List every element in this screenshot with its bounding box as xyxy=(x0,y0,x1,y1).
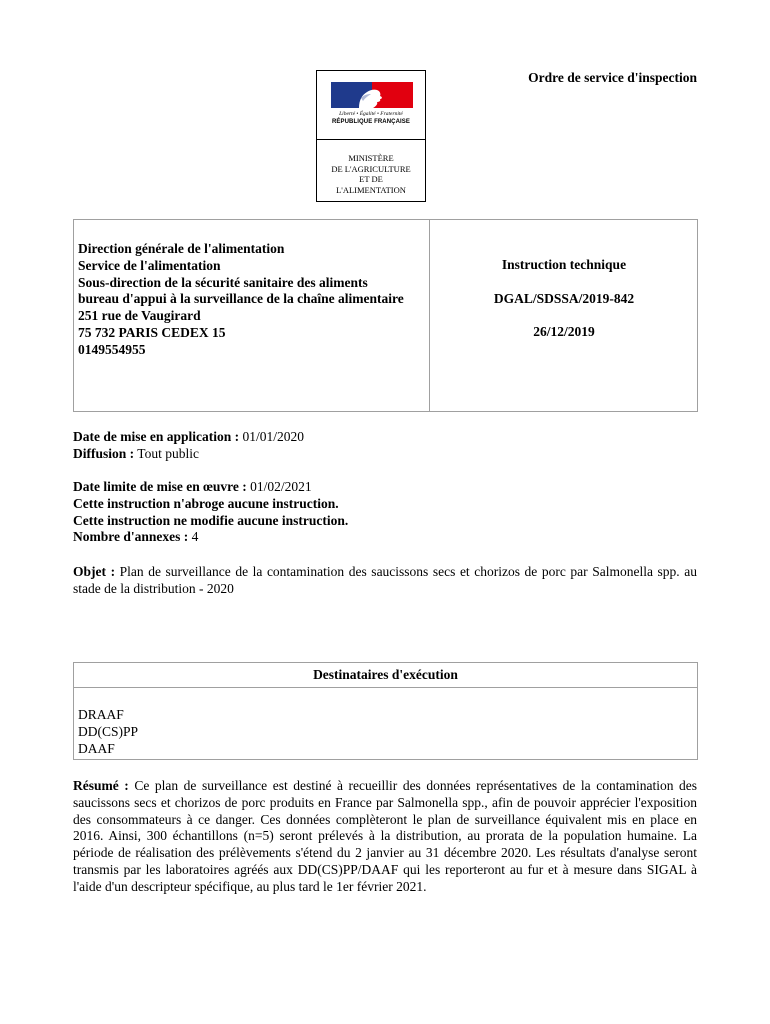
destinataires-table xyxy=(73,662,698,760)
meta-application xyxy=(73,429,698,463)
objet-text: Plan de surveillance de la contamination des saucissons secs et chorizos de porc par Salmonella spp. au stade de la distribution - 2020 xyxy=(73,564,697,596)
sender-line: Sous-direction de la sécurité sanitaire des aliments xyxy=(78,274,368,290)
annexes-value: 4 xyxy=(191,529,199,545)
republique-francaise-block xyxy=(317,71,425,140)
sender-line: 0149554955 xyxy=(78,341,146,357)
header-table xyxy=(73,219,698,412)
ministere-name: MINISTÈRE DE L'AGRICULTURE ET DE L'ALIMENTATION xyxy=(331,153,411,195)
sender-line: 251 rue de Vaugirard xyxy=(78,308,201,324)
diffusion-value: Tout public xyxy=(137,445,199,461)
instruction-date: 26/12/2019 xyxy=(533,324,595,340)
resume-label: Résumé : xyxy=(73,778,129,793)
marianne-icon xyxy=(331,82,413,108)
sender-address xyxy=(78,241,423,359)
objet-paragraph xyxy=(73,564,697,598)
instruction-kind: Instruction technique xyxy=(501,257,627,272)
objet-label: Objet : xyxy=(73,564,116,579)
deadline-value: 01/02/2021 xyxy=(250,479,312,494)
sender-line: 75 732 PARIS CEDEX 15 xyxy=(78,324,226,340)
destinataires-list xyxy=(78,707,138,757)
abroge-statement: Cette instruction n'abroge aucune instruction. xyxy=(73,495,339,511)
resume-paragraph xyxy=(73,778,697,896)
reference-block xyxy=(430,257,698,341)
annexes-label: Nombre d'annexes : xyxy=(73,529,189,545)
destinataire-item: DD(CS)PP xyxy=(78,723,139,739)
modifie-statement: Cette instruction ne modifie aucune instruction. xyxy=(73,512,349,528)
sender-line: bureau d'appui à la surveillance de la chaîne alimentaire xyxy=(78,291,404,307)
destinataire-item: DRAAF xyxy=(78,707,124,722)
sender-line: Service de l'alimentation xyxy=(78,257,221,273)
destinataires-title: Destinataires d'exécution xyxy=(74,663,697,688)
application-label: Date de mise en application : xyxy=(73,429,240,444)
instruction-number: DGAL/SDSSA/2019-842 xyxy=(493,290,635,306)
republique-francaise-text: RÉPUBLIQUE FRANÇAISE xyxy=(331,119,410,125)
sender-line: Direction générale de l'alimentation xyxy=(78,241,285,256)
resume-text: Ce plan de surveillance est destiné à recueillir des données représentatives de la contamination des saucissons secs et chorizos de porc produits en France par Salmonella spp., afin de pouvoir apprécier l'exposition des consommateurs à ce danger. Ces données complèteront le plan de surveillance équivalent mis en place en 2016. Ainsi, 300 échantillons (n=5) seront prélevés à la distribution, au prorata de la population humaine. La période de réalisation des prélèvements s'étend du 2 janvier au 31 décembre 2020. Les résultats d'analyse seront transmis par les laboratoires agréés aux DD(CS)PP/DAAF qui les reporteront au fur et à mesure dans SIGAL à l'aide d'un descripteur spécifique, au plus tard le 1er février 2021. xyxy=(73,778,697,894)
application-value: 01/01/2020 xyxy=(242,429,305,444)
meta-instruction xyxy=(73,479,698,546)
ministry-logo xyxy=(316,70,426,202)
diffusion-label: Diffusion : xyxy=(73,445,135,461)
destinataire-item: DAAF xyxy=(78,740,115,756)
document-type: Ordre de service d'inspection xyxy=(528,70,697,85)
deadline-label: Date limite de mise en œuvre : xyxy=(73,479,247,494)
devise-text: Liberté • Égalité • Fraternité xyxy=(339,111,403,117)
